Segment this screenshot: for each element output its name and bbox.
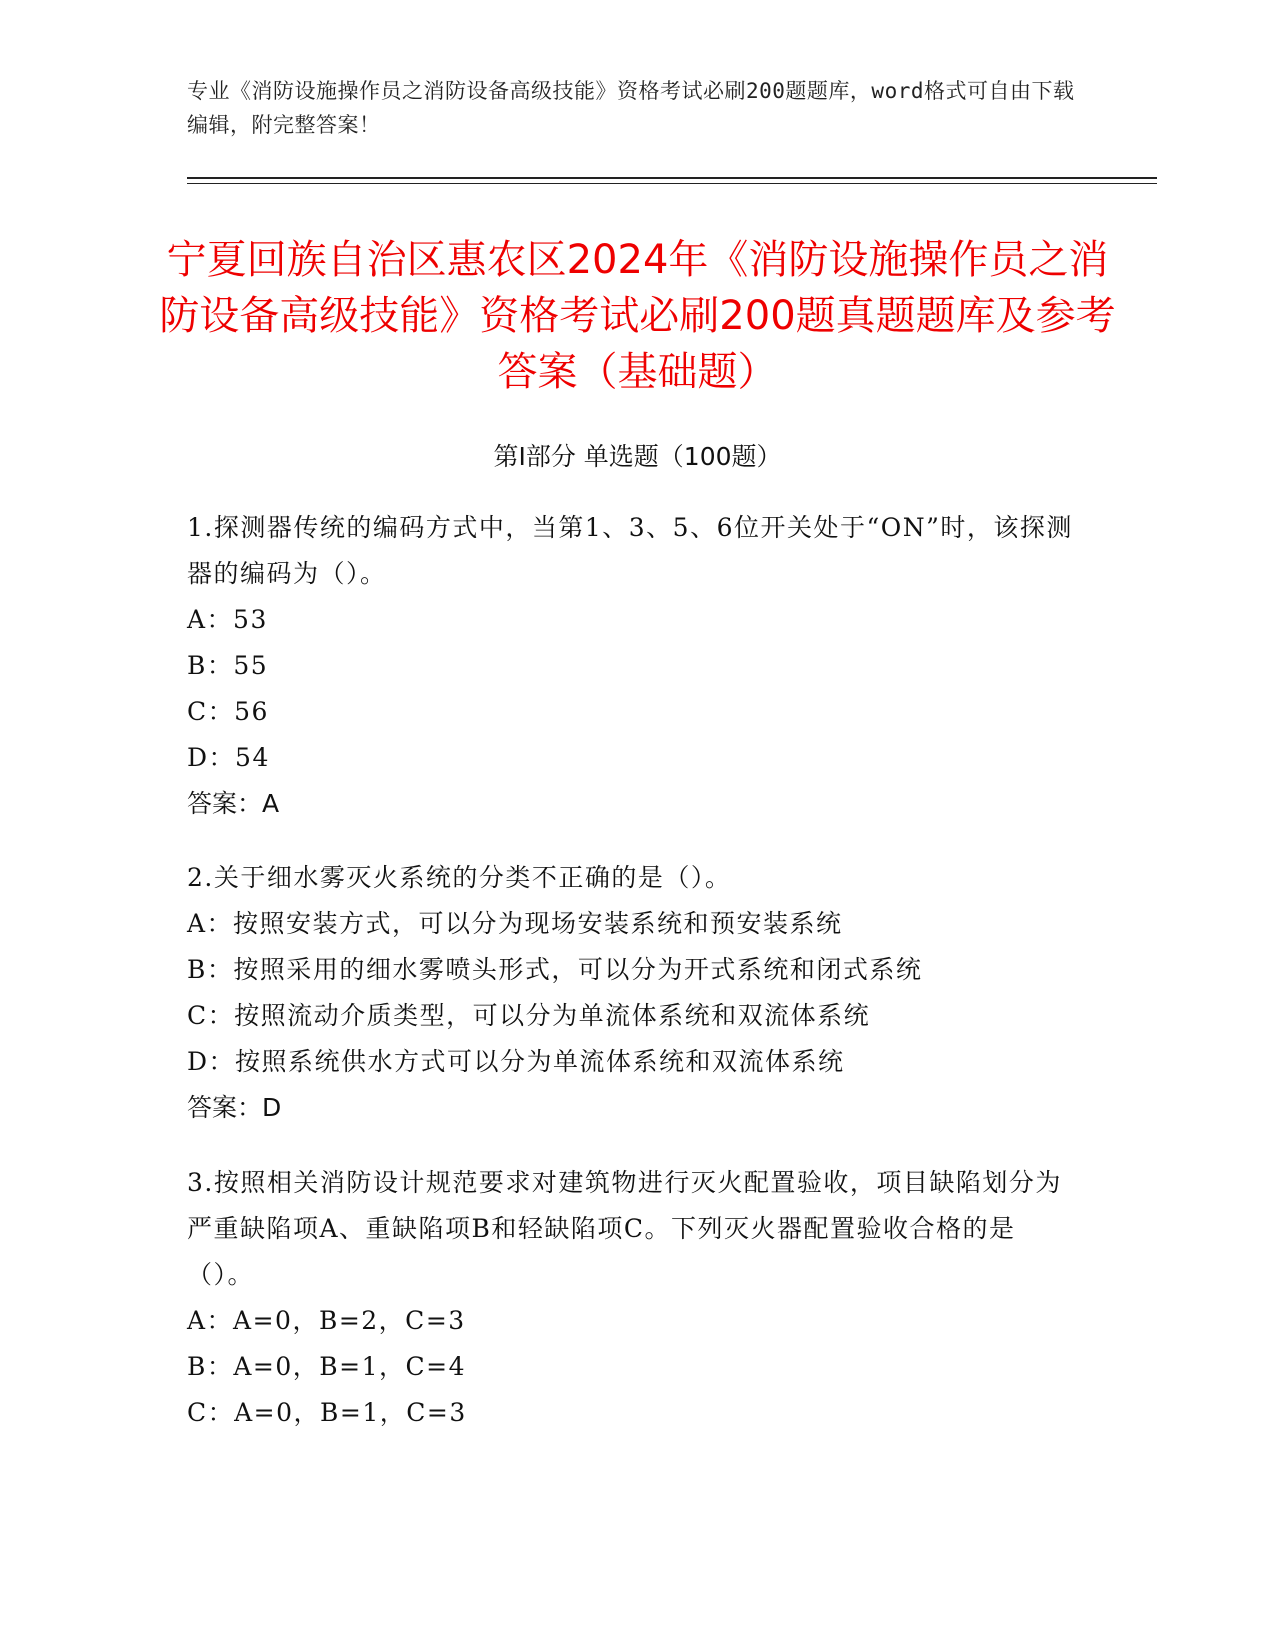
header-note: 专业《消防设施操作员之消防设备高级技能》资格考试必刷200题题库，word格式可自由下载编辑，附完整答案！ [187, 79, 1075, 137]
question-stem: 3.按照相关消防设计规范要求对建筑物进行灭火配置验收，项目缺陷划分为严重缺陷项A、重缺陷项B和轻缺陷项C。下列灭火器配置验收合格的是（）。 [187, 1168, 1062, 1289]
answer: 答案：D [187, 1093, 282, 1122]
option-a: A：53 [187, 605, 268, 634]
option-b: B：A=0，B=1，C=4 [187, 1352, 466, 1381]
question-1 [187, 505, 1077, 827]
option-c: C：按照流动介质类型，可以分为单流体系统和双流体系统 [187, 1001, 871, 1030]
option-c: C：A=0，B=1，C=3 [187, 1398, 467, 1427]
question-stem: 1.探测器传统的编码方式中，当第1、3、5、6位开关处于“ON”时，该探测器的编码为（）。 [187, 513, 1073, 588]
option-b: B：55 [187, 651, 269, 680]
option-d: D：54 [187, 743, 270, 772]
question-3 [187, 1160, 1077, 1436]
question-2 [187, 855, 1077, 1131]
question-stem: 2.关于细水雾灭火系统的分类不正确的是（）。 [187, 863, 732, 892]
option-b: B：按照采用的细水雾喷头形式，可以分为开式系统和闭式系统 [187, 955, 923, 984]
section-title: 第I部分 单选题（100题） [493, 442, 782, 471]
header-rule-thin [187, 183, 1157, 184]
answer: 答案：A [187, 789, 280, 818]
option-a: A：按照安装方式，可以分为现场安装系统和预安装系统 [187, 909, 843, 938]
header-rule-thick [187, 177, 1157, 179]
option-a: A：A=0，B=2，C=3 [187, 1306, 466, 1335]
option-c: C：56 [187, 697, 269, 726]
option-d: D：按照系统供水方式可以分为单流体系统和双流体系统 [187, 1047, 845, 1076]
document-title: 宁夏回族自治区惠农区2024年《消防设施操作员之消防设备高级技能》资格考试必刷200题真题题库及参考答案（基础题） [159, 237, 1116, 395]
